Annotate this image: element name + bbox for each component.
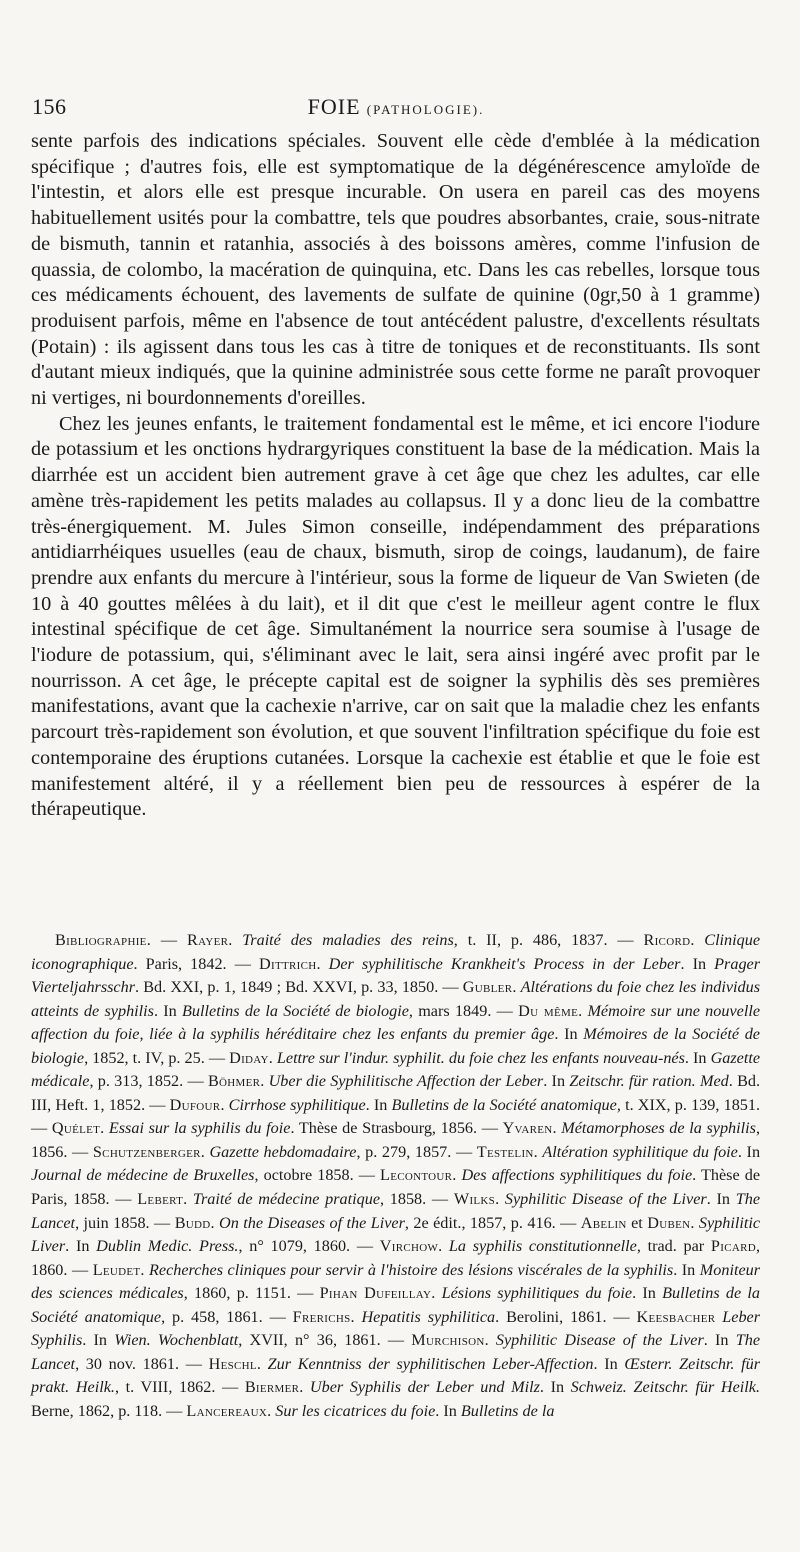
bibliography-title: Uber Syphilis der Leber und Milz <box>309 1378 540 1397</box>
bibliography-text: . <box>484 1331 496 1350</box>
bibliography-text: . <box>299 1378 310 1397</box>
bibliography-text: , 30 nov. 1861. — <box>75 1354 209 1373</box>
bibliography-text: . In <box>680 954 715 973</box>
bibliography-text: , 1860. — <box>31 1237 760 1279</box>
page-number: 156 <box>32 94 67 119</box>
bibliography-author: Wilks <box>453 1190 496 1209</box>
bibliography-title: Métamorphoses de la syphilis <box>561 1119 756 1138</box>
bibliography-text: . <box>690 1213 699 1232</box>
bibliography-text: . In <box>554 1025 584 1044</box>
bibliography-title: Clinique iconographique <box>31 931 761 973</box>
bibliography-text: . In <box>632 1284 663 1303</box>
bibliography-author: Leudet <box>92 1260 141 1279</box>
bibliography-text: . <box>228 931 243 949</box>
bibliography-title: Hepatitis syphilitica <box>361 1307 496 1326</box>
bibliography-title: Lésions syphilitiques du foie <box>441 1284 633 1303</box>
bibliography-text: . <box>552 1119 562 1138</box>
bibliography-text: . In <box>737 1142 761 1161</box>
bibliography-text: , t. II, p. 486, 1837. — <box>453 931 644 949</box>
bibliography-author: Yvaren <box>502 1119 553 1138</box>
bibliography-text: . <box>495 1190 505 1209</box>
bibliography-author: Keesbacher <box>636 1307 716 1326</box>
running-title-main: FOIE <box>307 94 361 119</box>
bibliography-author: Testelin <box>476 1142 534 1161</box>
bibliography-author: Frerichs <box>292 1307 351 1326</box>
bibliography-text: . Bd. XXI, p. 1, 1849 ; Bd. XXVI, p. 33, 1850. — <box>135 978 463 997</box>
bibliography-title: Des affections syphilitiques du foie <box>461 1166 693 1185</box>
bibliography-text: . In <box>435 1401 461 1420</box>
bibliography-title: Gazette hebdomadaire <box>209 1142 357 1161</box>
bibliography-text: , 2e édit., 1857, p. 416. — <box>404 1213 581 1232</box>
bibliography-author: Picard <box>710 1237 756 1256</box>
bibliography-title: The Lancet <box>31 1331 761 1373</box>
bibliography-title: Recherches cliniques pour servir à l'histoire des lésions viscérales de la syphilis <box>149 1260 674 1279</box>
bibliography-text: . In <box>82 1331 115 1350</box>
bibliography-text: , mars 1849. — <box>408 1001 519 1020</box>
bibliography-title: Schweiz. Zeitschr. für Heilk. <box>570 1378 760 1397</box>
bibliography-author: Pihan Dufeillay <box>319 1284 432 1303</box>
bibliography-text: Berne, 1862, p. 118. — <box>31 1401 187 1420</box>
bibliography-text: . <box>316 954 329 973</box>
bibliography-author: Duben <box>647 1213 691 1232</box>
bibliography-text: , trad. par <box>636 1237 711 1256</box>
bibliography-title: Syphilitic Disease of the Liver <box>504 1190 707 1209</box>
bibliography-text: . Paris, 1842. — <box>133 954 259 973</box>
bibliography-text: . <box>578 1001 588 1020</box>
body-text <box>31 129 760 823</box>
bibliography-author: Dittrich <box>259 954 317 973</box>
bibliography-text: . In <box>593 1354 625 1373</box>
bibliography-text: . <box>350 1307 362 1326</box>
bibliography-title: Bulletins de la Société de biologie <box>182 1001 409 1020</box>
bibliography-author: Schutzenberger <box>92 1142 201 1161</box>
paragraph-adult-treatment: sente parfois des indications spéciales. Souvent elle cède d'emblée à la médication spécifique ; d'autres fois, elle est symptomatique de la dégénérescence amyloïde de l'intestin, et alors elle est presque incurable. On usera en pareil cas des moyens habituellement usités pour la combattre, tels que poudres absorbantes, craie, sous-nitrate de bismuth, tannin et ratanhia, associés à des boissons amères, comme l'infusion de quassia, de colombo, la macération de quinquina, etc. Dans les cas rebelles, lorsque tous ces médicaments échouent, des lavements de sulfate de quinine (0gr,50 à 1 gramme) produisent parfois, même en l'absence de tout antécédent palustre, d'excellents résultats (Potain) : ils agissent dans tous les cas à titre de toniques et de reconstituants. Ils sont d'autant mieux indiqués, que la quinine administrée sous cette forme ne paraît provoquer ni vertiges, ni bourdonnements d'oreilles. <box>31 130 760 410</box>
running-title-sub: (PATHOLOGIE). <box>366 102 485 117</box>
bibliography-title: Der syphilitische Krankheit's Process in der Leber <box>328 954 681 973</box>
bibliography-text: . In <box>703 1331 736 1350</box>
bibliography-text: . <box>210 1213 220 1232</box>
bibliography-title: Lettre sur l'indur. syphilit. du foie chez les enfants nouveau-nés <box>276 1048 685 1067</box>
bibliography-text: . <box>256 1354 268 1373</box>
bibliography-title: Wien. Wochenblatt <box>114 1331 239 1350</box>
bibliography-author: Biermer <box>244 1378 300 1397</box>
bibliography-title: Prager Vierteljahrsschr <box>31 954 761 997</box>
bibliography-title: The Lancet <box>31 1190 761 1232</box>
bibliography-title: Syphilitic Liver <box>31 1213 761 1256</box>
bibliography-author: Abelin <box>580 1213 627 1232</box>
bibliography-title: Uber die Syphilitische Affection der Leber <box>268 1072 544 1091</box>
bibliography-text: . In <box>684 1048 711 1067</box>
bibliography-author: Lebert <box>137 1190 184 1209</box>
bibliography-text: , t. VIII, 1862. — <box>114 1378 245 1397</box>
bibliography-title: Essai sur la syphilis du foie <box>108 1119 291 1138</box>
bibliography-title: Syphilitic Disease of the Liver <box>495 1331 704 1350</box>
bibliography-title: Dublin Medic. Press. <box>96 1237 239 1256</box>
bibliography-text: . In <box>365 1095 392 1114</box>
bibliography-author: Böhmer <box>207 1072 261 1091</box>
bibliography-text: . In <box>65 1237 97 1256</box>
bibliography-text: , XVII, n° 36, 1861. — <box>238 1331 412 1350</box>
bibliography-text: . In <box>539 1378 571 1397</box>
bibliography-text: . <box>690 931 705 949</box>
bibliography-title: Zeitschr. für ration. Med <box>569 1072 729 1091</box>
bibliography-text: . In <box>543 1072 570 1091</box>
bibliography-title: On the Diseases of the Liver <box>219 1213 405 1232</box>
bibliography-text: . In <box>153 1001 183 1020</box>
bibliography-title: Bulletins de la <box>460 1401 555 1420</box>
bibliography-author: Bibliographie. <box>55 931 152 949</box>
paragraph-child-treatment: Chez les jeunes enfants, le traitement fondamental est le même, et ici encore l'iodure de potassium et les onctions hydrargyriques constituent la base de la médication. Mais la diarrhée est un accident bien autrement grave à cet âge que chez les adultes, car elle amène très-rapidement les petits malades au collapsus. Il y a donc lieu de la combattre très-énergiquement. M. Jules Simon conseille, indépendamment des préparations antidiarrhéiques usuelles (eau de chaux, bismuth, sirop de coings, laudanum), de faire prendre aux enfants du mercure à l'intérieur, sous la forme de liqueur de Van Swieten (de 10 à 40 gouttes mêlées à du lait), et il dit que c'est le meilleur agent contre le flux intestinal spécifique de cet âge. Simultanément la nourrice sera soumise à l'usage de l'iodure de potassium, qui, s'éliminant avec le lait, sera ainsi ingéré avec profit par le nourrisson. A cet âge, le précepte capital est de soigner la syphilis dès ses premières manifestations, avant que la cachexie n'arrive, car on sait que la maladie chez les enfants parcourt très-rapidement son évolution, et que souvent l'infiltration spécifique du foie est contemporaine des éruptions cutanées. Lorsque la cachexie est établie et que le foie est manifestement altéré, il y a réellement bien peu de ressources à espérer de la thérapeutique. <box>31 412 760 821</box>
bibliography-author: Quélet <box>51 1119 101 1138</box>
bibliography-text: . <box>268 1048 277 1067</box>
bibliography-text: , p. 458, 1861. — <box>161 1307 293 1326</box>
bibliography-author: Diday <box>229 1048 269 1067</box>
bibliography-text: . <box>220 1095 229 1114</box>
bibliography-title: Œsterr. Zeitschr. für prakt. Heilk. <box>31 1354 761 1397</box>
bibliography-text: . Thèse de Paris, 1858. — <box>31 1166 761 1209</box>
bibliography-title: Moniteur des sciences médicales <box>31 1260 761 1303</box>
bibliography-text: , 1852, t. IV, p. 25. — <box>84 1048 230 1067</box>
bibliography-text: . Bd. III, Heft. 1, 1852. — <box>31 1072 761 1114</box>
bibliography <box>31 929 760 1423</box>
bibliography-title: Traité des maladies des reins <box>242 931 454 949</box>
bibliography-author: Murchison <box>411 1331 485 1350</box>
bibliography-title: Journal de médecine de Bruxelles <box>31 1166 255 1185</box>
bibliography-text: . <box>267 1401 276 1420</box>
bibliography-text: . <box>438 1237 449 1256</box>
bibliography-text: . <box>183 1190 193 1209</box>
bibliography-author: Heschl <box>208 1354 257 1373</box>
bibliography-author: Virchow <box>379 1237 439 1256</box>
bibliography-author: Ricord <box>643 931 691 949</box>
bibliography-text: . <box>533 1142 543 1161</box>
bibliography-title: Sur les cicatrices du foie <box>275 1401 436 1420</box>
bibliography-text: . Thèse de Strasbourg, 1856. — <box>290 1119 503 1138</box>
bibliography-text: . <box>100 1119 109 1138</box>
bibliography-title: Bulletins de la Société anatomique <box>391 1095 617 1114</box>
bibliography-title: Altérations du foie chez les individus atteints de syphilis <box>31 978 760 1020</box>
bibliography-author: Lancereaux <box>186 1401 268 1420</box>
bibliography-title: La syphilis constitutionnelle <box>448 1237 637 1256</box>
bibliography-text: . <box>140 1260 150 1279</box>
bibliography-author: Du même <box>518 1001 579 1020</box>
bibliography-text: . <box>431 1284 442 1303</box>
bibliography-author: Rayer <box>187 931 229 949</box>
bibliography-title: Gazette médicale <box>31 1048 761 1091</box>
page-header <box>32 94 760 124</box>
bibliography-title: Cirrhose syphilitique <box>228 1095 366 1114</box>
bibliography-author: Lecontour <box>380 1166 453 1185</box>
bibliography-text: . <box>200 1142 210 1161</box>
running-title <box>32 94 760 120</box>
bibliography-text: , t. XIX, p. 139, 1851. — <box>31 1095 761 1138</box>
bibliography-text: , p. 279, 1857. — <box>356 1142 477 1161</box>
bibliography-title: Altération syphilitique du foie <box>542 1142 738 1161</box>
bibliography-title: Leber Syphilis <box>31 1307 761 1350</box>
bibliography-text: , n° 1079, 1860. — <box>238 1237 380 1256</box>
bibliography-text: . Berolini, 1861. — <box>495 1307 637 1326</box>
bibliography-title: Zur Kenntniss der syphilitischen Leber-Affection <box>267 1354 594 1373</box>
bibliography-text: — <box>151 931 188 949</box>
bibliography-text: , 1860, p. 1151. — <box>183 1284 320 1303</box>
bibliography-text: . In <box>706 1190 736 1209</box>
bibliography-text: et <box>626 1213 648 1232</box>
bibliography-text: . <box>452 1166 462 1185</box>
bibliography-text: , 1856. — <box>31 1119 760 1161</box>
bibliography-text: , octobre 1858. — <box>254 1166 381 1185</box>
bibliography-title: Mémoire sur une nouvelle affection du foie, liée à la syphilis héréditaire chez les enfants du premier âge <box>31 1001 761 1044</box>
bibliography-author: Dufour <box>169 1095 221 1114</box>
bibliography-text: , juin 1858. — <box>75 1213 175 1232</box>
bibliography-text: . In <box>673 1260 700 1279</box>
bibliography-text: . <box>512 978 521 997</box>
bibliography-text: . <box>260 1072 269 1091</box>
bibliography-title: Traité de médecine pratique <box>192 1190 380 1209</box>
bibliography-title: Bulletins de la Société anatomique <box>31 1284 761 1326</box>
bibliography-text: , p. 313, 1852. — <box>89 1072 208 1091</box>
bibliography-text: , 1858. — <box>380 1190 454 1209</box>
bibliography-author: Budd <box>174 1213 211 1232</box>
bibliography-title: Mémoires de la Société de biologie <box>31 1025 760 1067</box>
bibliography-author: Gubler <box>462 978 513 997</box>
